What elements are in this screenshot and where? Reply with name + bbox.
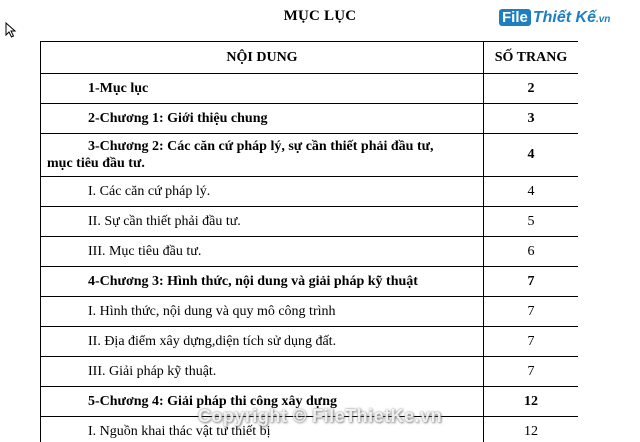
toc-entry-page: 12 [484,387,579,417]
toc-entry-page: 12 [484,417,579,442]
toc-entry-title: 5-Chương 4: Giải pháp thi công xây dựng [41,387,484,417]
table-row [41,134,579,177]
toc-entry-page: 4 [484,177,579,207]
toc-entry-title-line1: 3-Chương 2: Các căn cứ pháp lý, sự cần thiết phải đầu tư, [88,139,434,154]
toc-entry-page: 4 [484,134,579,177]
table-row [41,237,579,267]
column-header-page: SỐ TRANG [484,42,579,74]
toc-entry-title-line2: mục tiêu đầu tư. [47,156,145,171]
logo-file: File [499,9,531,26]
page-title: MỤC LỤC [283,8,357,24]
toc-entry-title: III. Giải pháp kỹ thuật. [41,357,484,387]
table-row [41,207,579,237]
toc-entry-page: 3 [484,104,579,134]
toc-entry-title: I. Các căn cứ pháp lý. [41,177,484,207]
toc-entry-title [41,134,484,177]
toc-entry-page: 2 [484,74,579,104]
site-logo [499,9,610,39]
toc-entry-title: I. Hình thức, nội dung và quy mô công trình [41,297,484,327]
toc-entry-title: 4-Chương 3: Hình thức, nội dung và giải pháp kỹ thuật [41,267,484,297]
logo-tld: .vn [595,14,611,25]
table-header-row [41,42,579,74]
toc-entry-page: 7 [484,327,579,357]
table-row [41,357,579,387]
table-row [41,74,579,104]
toc-entry-title: I. Nguồn khai thác vật tư thiết bị [41,417,484,442]
toc-entry-title: 2-Chương 1: Giới thiệu chung [41,104,484,134]
logo-name: Thiết Kế [532,9,596,26]
toc-entry-title: 1-Mục lục [41,74,484,104]
toc-entry-page: 7 [484,357,579,387]
toc-entry-page: 7 [484,297,579,327]
table-row [41,327,579,357]
table-row [41,267,579,297]
toc-entry-title: II. Sự cần thiết phải đầu tư. [41,207,484,237]
toc-entry-page: 7 [484,267,579,297]
toc-table [40,41,578,442]
toc-body [41,74,579,442]
column-header-content: NỘI DUNG [41,42,484,74]
copyright-watermark: Copyright © FileThietKe.vn [197,406,443,426]
toc-entry-title: III. Mục tiêu đầu tư. [41,237,484,267]
toc-entry-page: 6 [484,237,579,267]
table-row [41,104,579,134]
toc-table-container [40,41,578,442]
toc-entry-title: II. Địa điểm xây dựng,diện tích sử dụng đất. [41,327,484,357]
table-row [41,297,579,327]
table-row [41,177,579,207]
toc-entry-page: 5 [484,207,579,237]
